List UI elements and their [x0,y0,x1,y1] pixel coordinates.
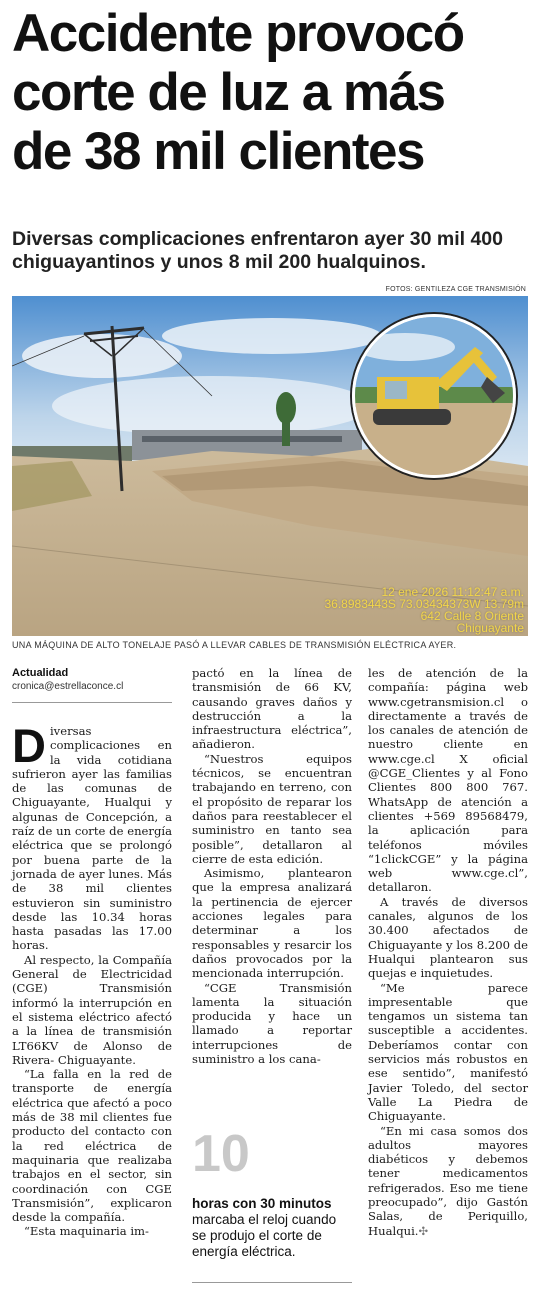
paragraph: les de atención de la compañía: página web www.cgetransmision.cl o directamente a través de los canales de atención de nuestro cliente en www.cge.cl X oficial @CGE_Clientes y al Fono Clientes 800 800 767. WhatsApp de atención a clientes +569 89568479, la aplicación para teléfonos móviles “1clickCGE” y la página web www.cge.cl”, detallaron. [368,666,528,895]
paragraph [368,1124,528,1238]
excavator-image [355,317,513,475]
photo-timestamp-date: 12 ene 2026 11:12:47 a.m. [381,585,524,599]
photo-timestamp-address: 642 Calle 8 Oriente [420,609,524,623]
paragraph: Asimismo, plantearon que la empresa analizará la pertinencia de ejercer acciones legales para determinar a los responsables y resarcir los daños provocados por la mencionada interrupción. [192,866,352,981]
headline-line-1: Accidente provocó [12,4,464,63]
paragraph: “CGE Transmisión lamenta la situación producida y hace un llamado a reportar interrupciones de suministro a los cana- [192,980,352,1067]
stat-text [192,1196,352,1260]
stat-description: marcaba el reloj cuando se produjo el corte de energía eléctrica. [192,1212,337,1259]
stat-divider [192,1282,352,1283]
paragraph-text: iversas complicaciones en la vida cotidiana sufrieron ayer las familias de las comunas de Chiguayante, Hualqui y algunas de Concepción, a raíz de un corte de energía eléctrica que se prolongó por buena parte de la jornada de ayer lunes. Más de 38 mil clientes estuvieron sin suministro desde las 10.34 horas hasta pasadas las 17.00 horas. [12,724,172,953]
paragraph: Al respecto, la Compañía General de Electricidad (CGE) Transmisión informó la interrupción en el sistema eléctrico afectó a la línea de transmisión LT66KV de Alonso de Rivera- Chiguayante. [12,952,172,1067]
paragraph: “Nuestros equipos técnicos, se encuentran trabajando en terreno, con el propósito de reparar los daños para reestablecer el suministro en tanto sea posible”, detallaron al cierre de esta edición. [192,751,352,866]
paragraph [12,719,172,953]
paragraph: pactó en la línea de transmisión de 66 KV, causando graves daños y destrucción a la infraestructura eléctrica”, añadieron. [192,666,352,752]
subheadline-line-1: Diversas complicaciones enfrentaron ayer 30 mil 400 [12,228,503,250]
photo-timestamp-coords: 36.8983443S 73.03434373W 13.79m [324,597,524,611]
paragraph: “Esta maquinaria im- [24,1224,149,1239]
author-email[interactable]: cronica@estrellaconce.cl [12,681,124,692]
subheadline [12,228,527,274]
drop-cap: D [12,719,46,772]
inset-photo-excavator [352,314,516,478]
paragraph-text: “En mi casa somos dos adultos mayores diabéticos y debemos tener medicamentos refrigerados. Eso me tiene preocupado”, dijo Gastón Salas, de Periquillo, Hualqui. [368,1123,528,1238]
paragraph: “La falla en la red de transporte de energía eléctrica que afectó a poco más de 38 mil clientes fue producto del contacto con la red eléctrica de maquinaria que realizaba trabajos en el sector, sin coordinación con CGE Transmisión”, explicaron desde la compañía. [12,1067,172,1225]
photo-credit: FOTOS: GENTILEZA CGE TRANSMISIÓN [385,286,526,293]
stat-highlight: horas con 30 minutos [192,1196,332,1211]
subheadline-line-2: chiguayantinos y unos 8 mil 200 hualquinos. [12,251,426,273]
end-mark-icon: ✣ [418,1223,429,1238]
paragraph: A través de diversos canales, algunos de los 30.400 afectados de Chiguayante y los 8.200 de Hualqui plantearon sus quejas e inquietudes. [368,894,528,981]
article-column-2 [192,666,352,1066]
headline [12,4,527,181]
article-column-3 [368,666,528,1238]
headline-line-2: corte de luz a más [12,63,445,122]
stat-number: 10 [192,1125,250,1183]
paragraph: “Me parece impresentable que tengamos un sistema tan susceptible a accidentes. Deberíamos contar con servicios más robustos en ese sentido”, manifestó Javier Toledo, del sector Valle La Piedra de Chiguayante. [368,980,528,1124]
article-column-1 [12,719,172,1239]
photo-caption: UNA MÁQUINA DE ALTO TONELAJE PASÓ A LLEVAR CABLES DE TRANSMISIÓN ELÉCTRICA AYER. [12,640,457,650]
photo-timestamp [325,586,525,634]
photo-timestamp-city: Chiguayante [456,621,524,635]
headline-line-3: de 38 mil clientes [12,122,424,181]
byline-divider [12,702,172,703]
section-label: Actualidad [12,667,69,679]
